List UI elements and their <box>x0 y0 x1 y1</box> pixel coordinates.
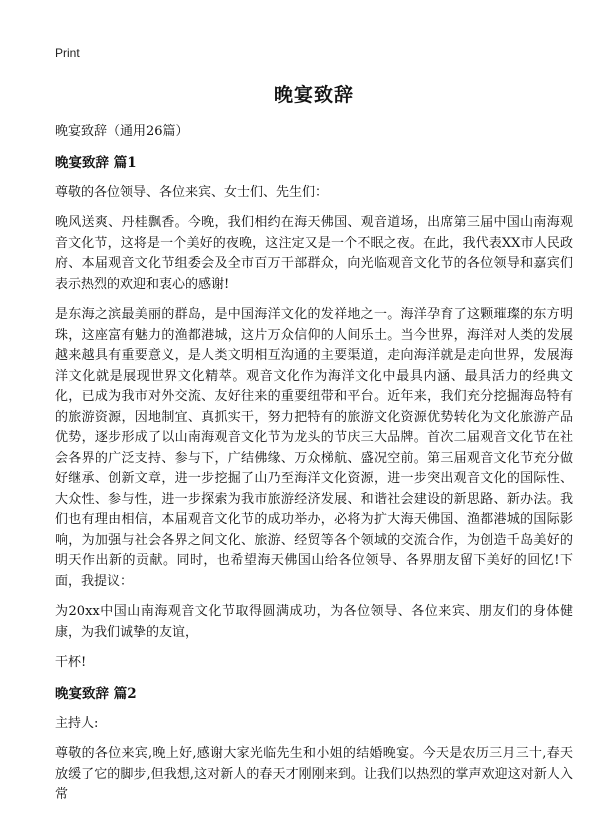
page-title: 晚宴致辞 <box>273 84 354 106</box>
section-heading-1: 晚宴致辞 篇1 <box>55 154 137 171</box>
paragraph: 主持人: <box>55 715 99 731</box>
paragraph: 是东海之滨最美丽的群岛，是中国海洋文化的发祥地之一。海洋孕育了这颗璀璨的东方明珠，这座富有魅力的渔都港城，这片万众信仰的人间乐土。当今世界，海洋对人类的发展越来越具有重要意义，是人类文明相互沟通的主要渠道，走向海洋就是走向世界，发展海洋文化就是展现世界文化精萃。观音文化作为海洋文化中最具内涵、最具活力的经典文化，已成为我市对外交流、友好往来的重要纽带和平台。近年来，我们充分挖掘海岛特有的旅游资源，因地制宜、真抓实干，努力把特有的旅游文化资源优势转化为文化旅游产品优势，逐步形成了以山南海观音文化节为龙头的节庆三大品牌。首次二届观音文化节在社会各界的广泛支持、参与下，广结佛缘、万众梯航、盛况空前。第三届观音文化节充分做好继承、创新文章，进一步挖掘了山乃至海洋文化资源，进一步突出观音文化的国际性、大众性、参与性，进一步探索为我市旅游经济发展、和谐社会建设的新思路、新办法。我们也有理由相信，本届观音文化节的成功举办，必将为扩大海天佛国、渔都港城的国际影响，为加强与社会各界之间文化、旅游、经贸等各个领域的交流合作，为创造千岛美好的明天作出新的贡献。同时，也希望海天佛国山给各位领导、各界朋友留下美好的回忆!下面，我提议： <box>55 307 573 589</box>
paragraph: 晚风送爽、丹桂飘香。今晚，我们相约在海天佛国、观音道场，出席第三届中国山南海观音文化节，这将是一个美好的夜晚，这注定又是一个不眠之夜。在此，我代表XX市人民政府、本届观音文化节组委会及全市百万干部群众，向光临观音文化节的各位领导和嘉宾们表示热烈的欢迎和衷心的感谢! <box>55 215 573 292</box>
print-link[interactable]: Print <box>55 46 80 60</box>
paragraph: 尊敬的各位来宾,晚上好,感谢大家光临先生和小姐的结婚晚宴。今天是农历三月三十,春天放缓了它的脚步,但我想,这对新人的春天才刚刚来到。让我们以热烈的掌声欢迎这对新人入常 <box>55 746 573 802</box>
section-heading-2: 晚宴致辞 篇2 <box>55 685 137 702</box>
paragraph: 干杯! <box>55 655 87 670</box>
document-body <box>55 122 573 816</box>
paragraph: 尊敬的各位领导、各位来宾、女士们、先生们： <box>55 184 329 200</box>
document-subtitle: 晚宴致辞（通用26篇） <box>55 124 189 139</box>
paragraph: 为20xx中国山南海观音文化节取得圆满成功，为各位领导、各位来宾、朋友们的身体健康，为我们诚挚的友谊， <box>55 604 573 640</box>
